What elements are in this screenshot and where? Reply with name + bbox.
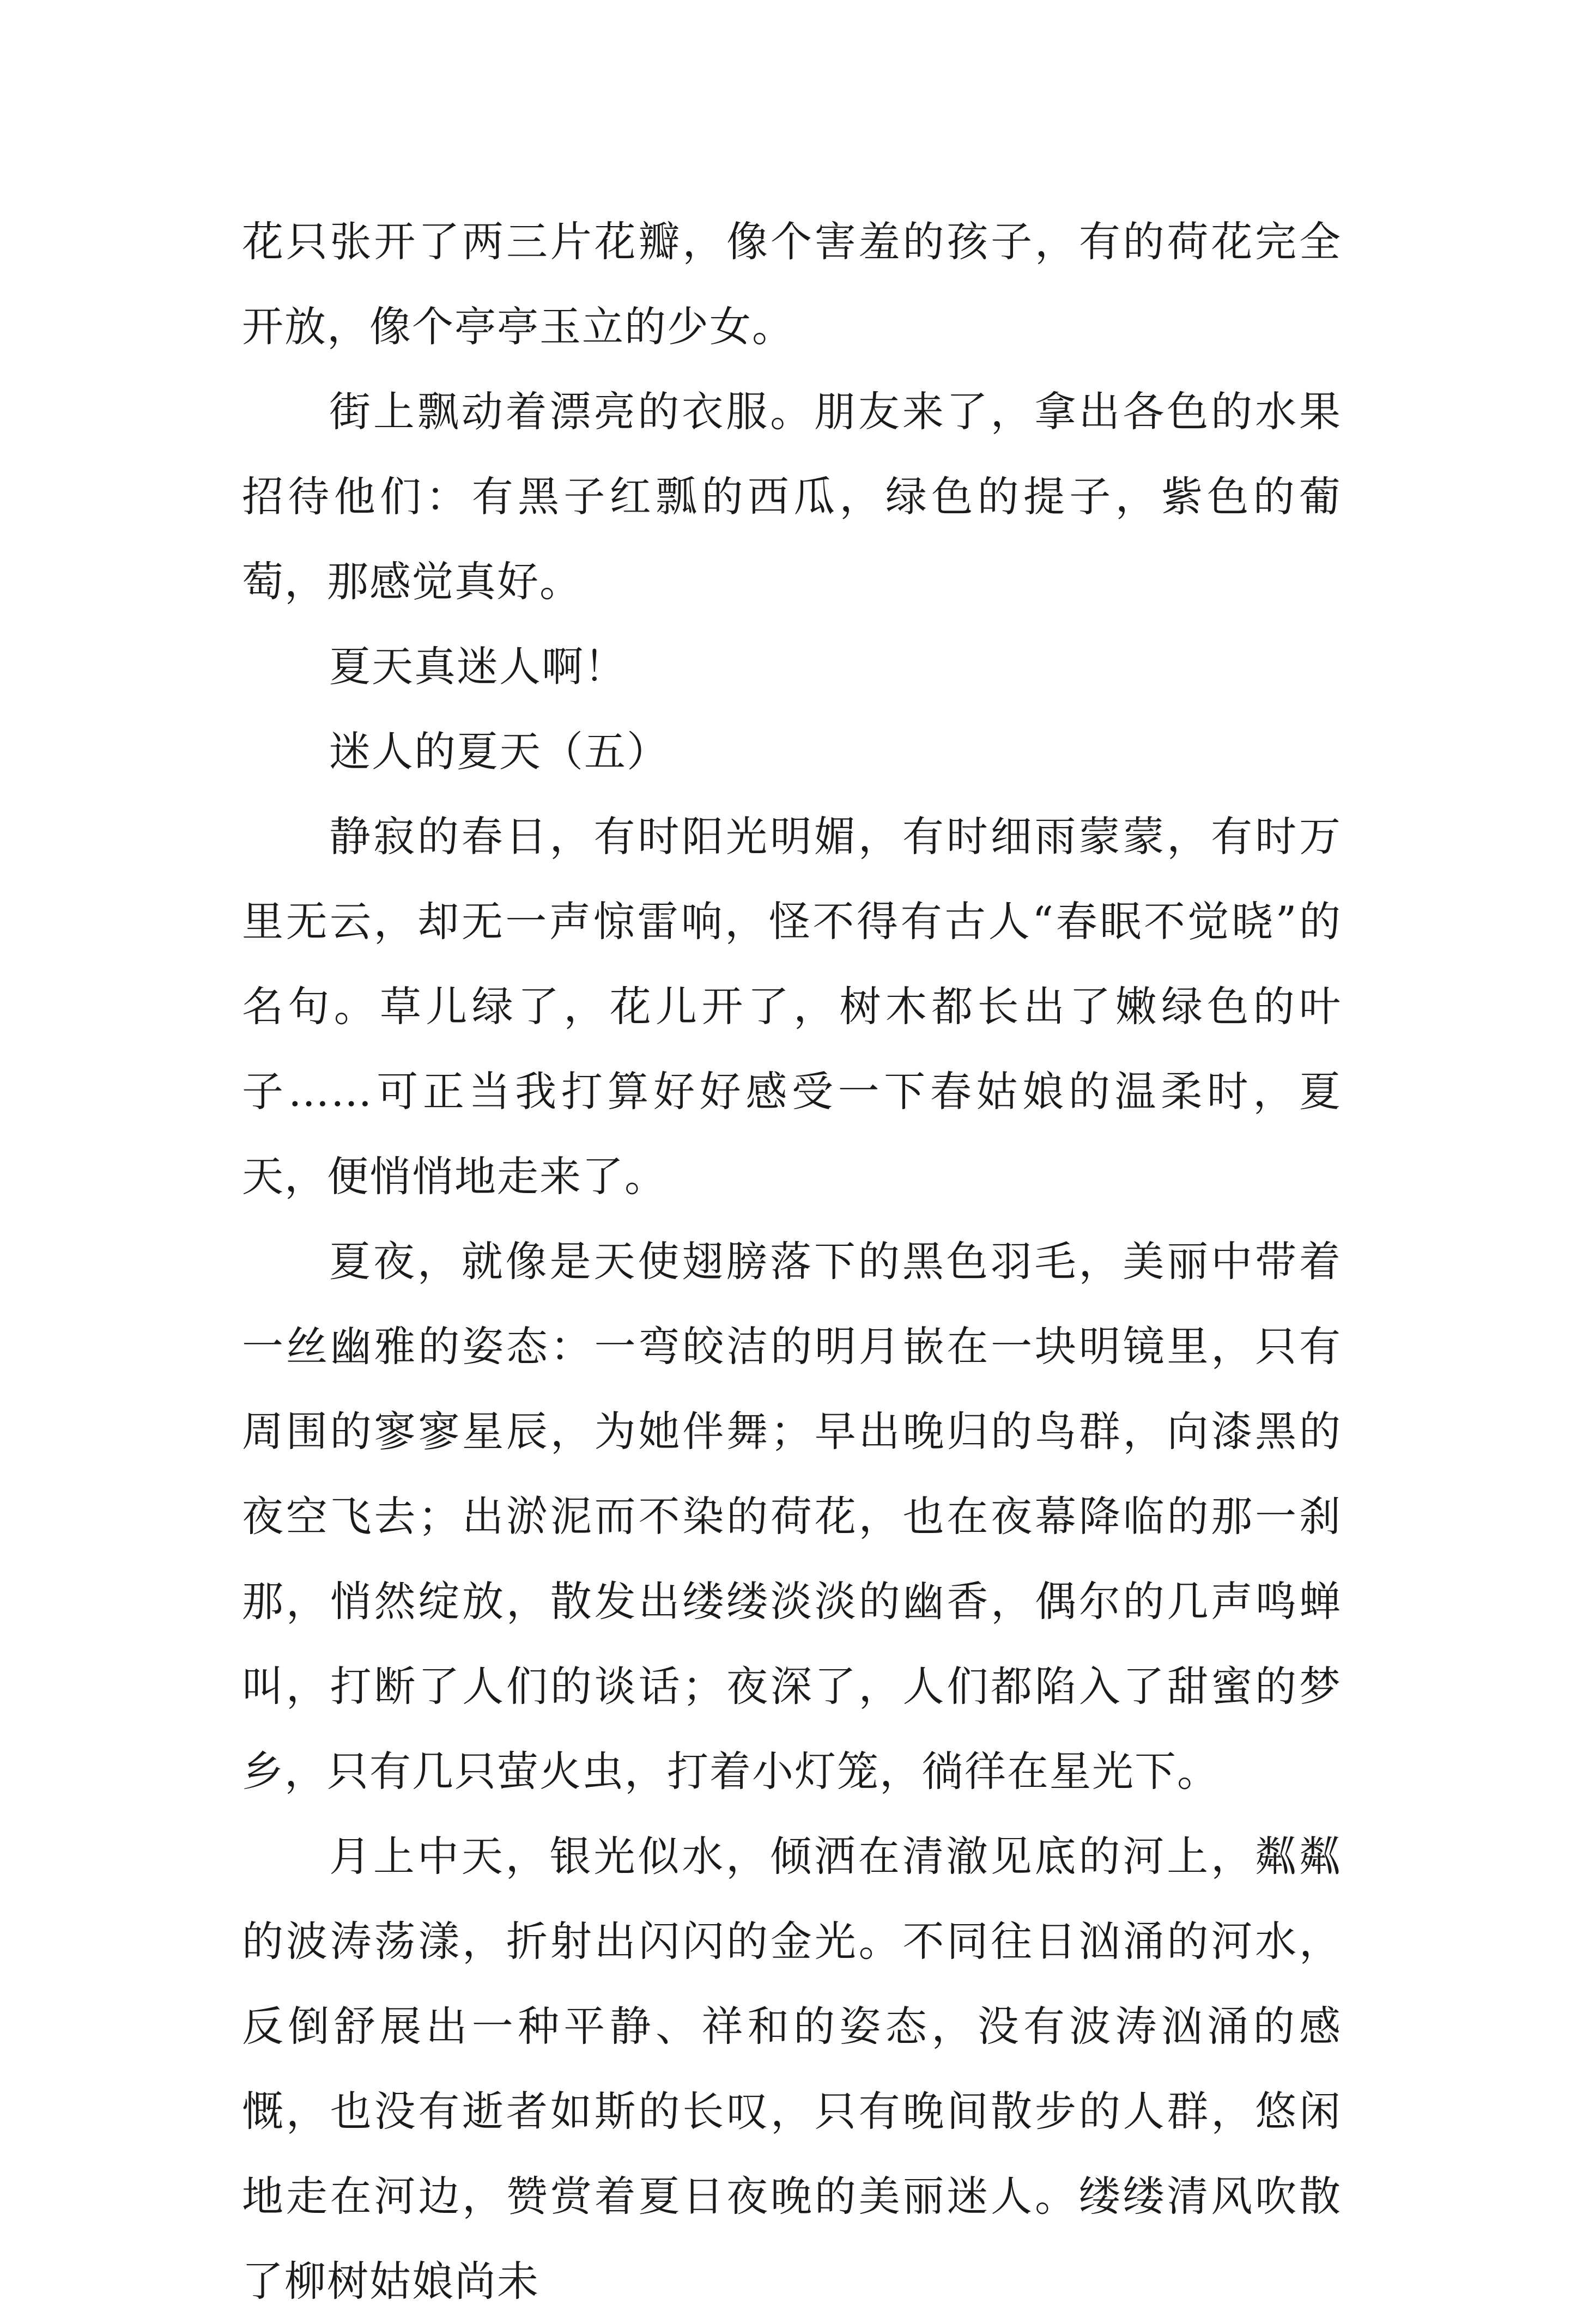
paragraph-6: 夏夜，就像是天使翅膀落下的黑色羽毛，美丽中带着一丝幽雅的姿态：一弯皎洁的明月嵌在一块明镜里，只有周围的寥寥星辰，为她伴舞；早出晚归的鸟群，向漆黑的夜空飞去；出淤泥而不染的荷花，也在夜幕降临的那一刹那，悄然绽放，散发出缕缕淡淡的幽香，偶尔的几声鸣蝉叫，打断了人们的谈话；夜深了，人们都陷入了甜蜜的梦乡，只有几只萤火虫，打着小灯笼，徜徉在星光下。 — [242, 1237, 1342, 1796]
paragraph-3: 夏天真迷人啊！ — [329, 642, 627, 691]
section-heading: 迷人的夏天（五） — [329, 727, 669, 776]
document-body — [242, 199, 1342, 2324]
paragraph-5: 静寂的春日，有时阳光明媚，有时细雨蒙蒙，有时万里无云，却无一声惊雷响，怪不得有古人“春眠不觉晓”的名句。草儿绿了，花儿开了，树木都长出了嫩绿色的叶子……可正当我打算好好感受一下春姑娘的温柔时，夏天，便悄悄地走来了。 — [242, 812, 1342, 1201]
paragraph-1: 花只张开了两三片花瓣，像个害羞的孩子，有的荷花完全开放，像个亭亭玉立的少女。 — [242, 217, 1342, 351]
paragraph-7: 月上中天，银光似水，倾洒在清澈见底的河上，粼粼的波涛荡漾，折射出闪闪的金光。不同往日汹涌的河水，反倒舒展出一种平静、祥和的姿态，没有波涛汹涌的感慨，也没有逝者如斯的长叹，只有晚间散步的人群，悠闲地走在河边，赞赏着夏日夜晚的美丽迷人。缕缕清风吹散了柳树姑娘尚未 — [242, 1832, 1342, 2305]
paragraph-2: 街上飘动着漂亮的衣服。朋友来了，拿出各色的水果招待他们：有黑子红瓢的西瓜，绿色的提子，紫色的葡萄，那感觉真好。 — [242, 387, 1342, 606]
